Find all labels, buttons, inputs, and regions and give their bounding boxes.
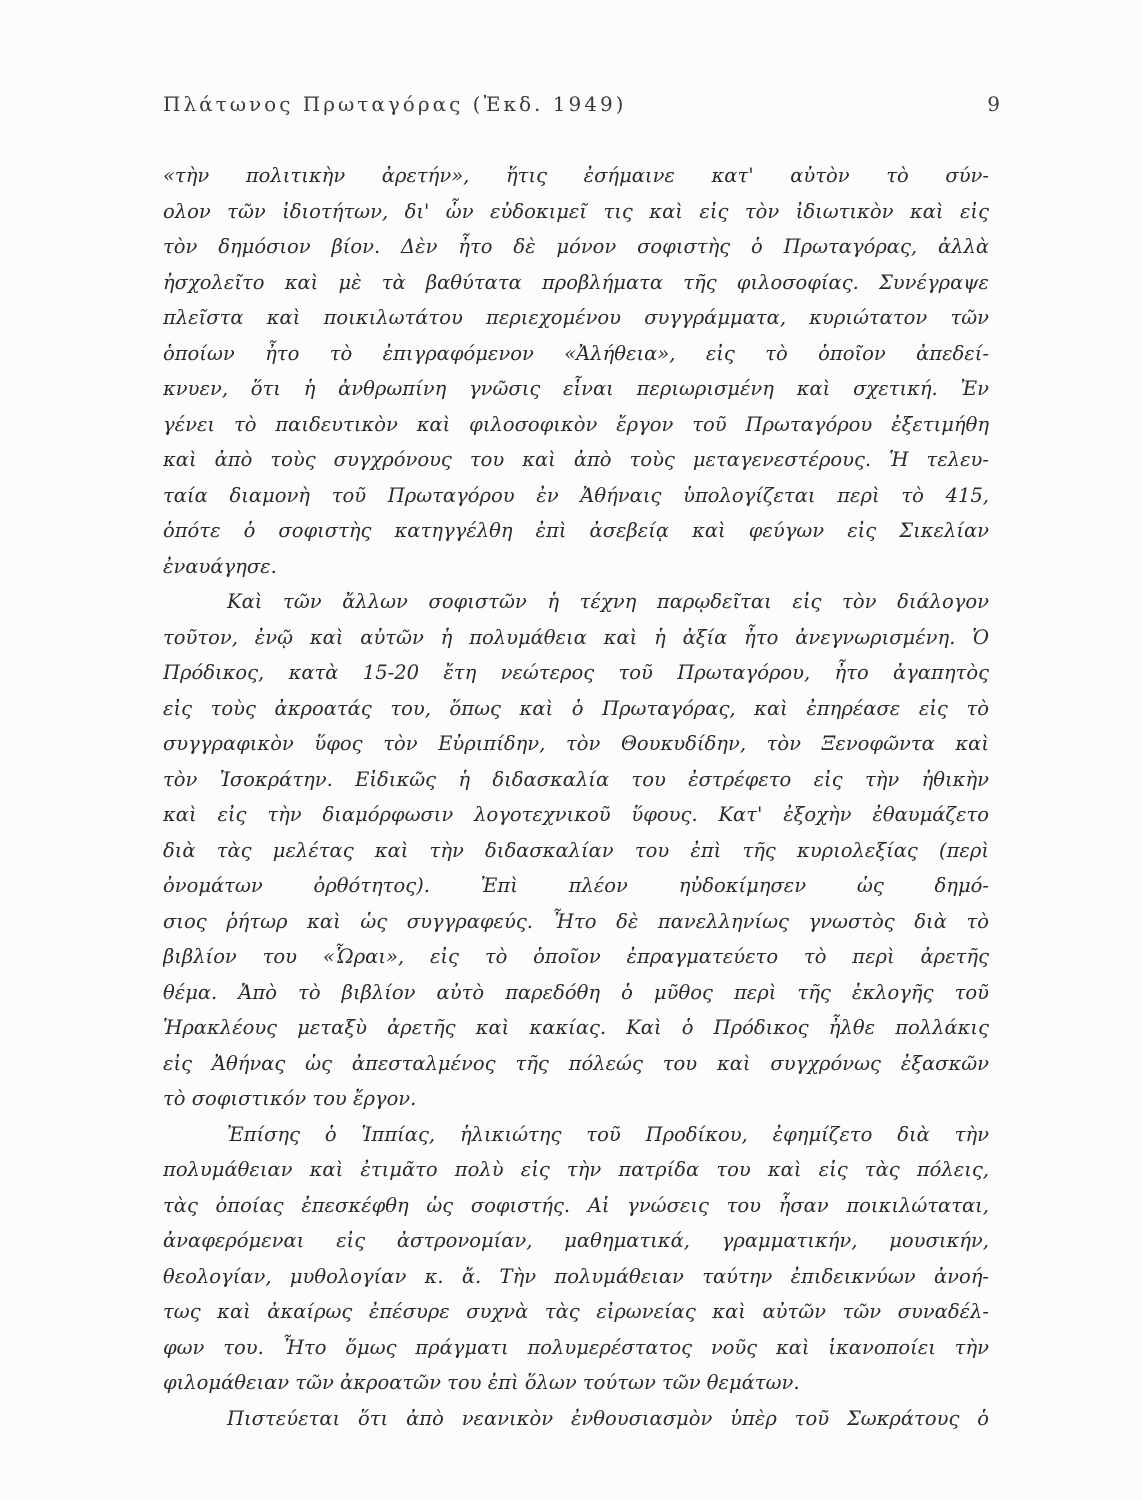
text-line: συγγραφικὸν ὕφος τὸν Εὐριπίδην, τὸν Θουκυδίδην, τὸν Ξενοφῶντα καὶ (163, 732, 989, 755)
text-line: τοῦτον, ἐνῷ καὶ αὐτῶν ἡ πολυμάθεια καὶ ἡ ἀξία ἦτο ἀνεγνωρισμένη. Ὁ (163, 625, 989, 649)
text-line: ὁπότε ὁ σοφιστὴς κατηγγέλθη ἐπὶ ἀσεβείᾳ καὶ φεύγων εἰς Σικελίαν (163, 519, 989, 542)
text-line: διὰ τὰς μελέτας καὶ τὴν διδασκαλίαν του ἐπὶ τῆς κυριολεξίας (περὶ (163, 838, 989, 862)
text-line: ὀνομάτων ὀρθότητος). Ἐπὶ πλέον ηὐδοκίμησεν ὡς δημό- (163, 874, 989, 897)
text-line: ἀναφερόμεναι εἰς ἀστρονομίαν, μαθηματικά, γραμματικήν, μουσικήν, (163, 1229, 989, 1252)
running-head (163, 92, 1000, 122)
text-line: τὸν δημόσιον βίον. Δὲν ἦτο δὲ μόνον σοφιστὴς ὁ Πρωταγόρας, ἀλλὰ (163, 235, 989, 258)
text-line: φων του. Ἦτο ὅμως πράγματι πολυμερέστατος νοῦς καὶ ἱκανοποίει τὴν (163, 1335, 989, 1359)
text-line: σιος ῥήτωρ καὶ ὡς συγγραφεύς. Ἦτο δὲ πανελληνίως γνωστὸς διὰ τὸ (163, 909, 989, 933)
text-line: τὸ σοφιστικόν του ἔργον. (163, 1087, 417, 1110)
text-line: Ἡρακλέους μεταξὺ ἀρετῆς καὶ κακίας. Καὶ ὁ Πρόδικος ἦλθε πολλάκις (163, 1016, 989, 1039)
paragraph-start-line: Καὶ τῶν ἄλλων σοφιστῶν ἡ τέχνη παρῳδεῖται εἰς τὸν διάλογον (227, 590, 989, 613)
text-line: ολον τῶν ἰδιοτήτων, δι' ὧν εὐδοκιμεῖ τις καὶ εἰς τὸν ἰδιωτικὸν καὶ εἰς (163, 199, 989, 223)
text-line: πολυμάθειαν καὶ ἐτιμᾶτο πολὺ εἰς τὴν πατρίδα του καὶ εἰς τὰς πόλεις, (163, 1158, 989, 1181)
text-line: θέμα. Ἀπὸ τὸ βιβλίον αὐτὸ παρεδόθη ὁ μῦθος περὶ τῆς ἐκλογῆς τοῦ (163, 980, 989, 1004)
text-line: «τὴν πολιτικὴν ἀρετήν», ἥτις ἐσήμαινε κατ' αὐτὸν τὸ σύν- (163, 164, 989, 187)
body-text (163, 158, 989, 1436)
running-title: Πλάτωνος Πρωταγόρας (Ἐκδ. 1949) (163, 92, 627, 116)
text-line: θεολογίαν, μυθολογίαν κ. ἄ. Τὴν πολυμάθειαν ταύτην ἐπιδεικνύων ἀνοή- (163, 1264, 989, 1288)
text-line: καὶ εἰς τὴν διαμόρφωσιν λογοτεχνικοῦ ὕφους. Κατ' ἐξοχὴν ἐθαυμάζετο (163, 803, 989, 826)
text-line: εἰς τοὺς ἀκροατάς του, ὅπως καὶ ὁ Πρωταγόρας, καὶ ἐπηρέασε εἰς τὸ (163, 696, 989, 720)
paragraph-start-line: Πιστεύεται ὅτι ἀπὸ νεανικὸν ἐνθουσιασμὸν ὑπὲρ τοῦ Σωκράτους ὁ (227, 1406, 989, 1430)
text-line: ὁποίων ἦτο τὸ ἐπιγραφόμενον «Ἀλήθεια», εἰς τὸ ὁποῖον ἀπεδεί- (163, 341, 989, 365)
paragraph-start-line: Ἐπίσης ὁ Ἱππίας, ἡλικιώτης τοῦ Προδίκου, ἐφημίζετο διὰ τὴν (227, 1122, 989, 1146)
text-line: γένει τὸ παιδευτικὸν καὶ φιλοσοφικὸν ἔργον τοῦ Πρωταγόρου ἐξετιμήθη (163, 412, 989, 436)
text-line: βιβλίον του «Ὧραι», εἰς τὸ ὁποῖον ἐπραγματεύετο τὸ περὶ ἀρετῆς (163, 945, 989, 968)
text-line: κνυεν, ὅτι ἡ ἀνθρωπίνη γνῶσις εἶναι περιωρισμένη καὶ σχετική. Ἐν (163, 377, 989, 400)
text-line: ἐναυάγησε. (163, 554, 277, 578)
text-line: ἠσχολεῖτο καὶ μὲ τὰ βαθύτατα προβλήματα τῆς φιλοσοφίας. Συνέγραψε (163, 270, 989, 294)
text-line: καὶ ἀπὸ τοὺς συγχρόνους του καὶ ἀπὸ τοὺς μεταγενεστέρους. Ἡ τελευ- (163, 448, 989, 471)
text-line: εἰς Ἀθήνας ὡς ἀπεσταλμένος τῆς πόλεώς του καὶ συγχρόνως ἐξασκῶν (163, 1051, 989, 1075)
page-number: 9 (987, 92, 1000, 116)
text-line: Πρόδικος, κατὰ 15-20 ἔτη νεώτερος τοῦ Πρωταγόρου, ἦτο ἀγαπητὸς (163, 661, 989, 684)
text-line: πλεῖστα καὶ ποικιλωτάτου περιεχομένου συγγράμματα, κυριώτατον τῶν (163, 306, 989, 329)
text-line: τὰς ὁποίας ἐπεσκέφθη ὡς σοφιστής. Αἱ γνώσεις του ἦσαν ποικιλώταται, (163, 1193, 989, 1217)
text-line: ταία διαμονὴ τοῦ Πρωταγόρου ἐν Ἀθήναις ὑπολογίζεται περὶ τὸ 415, (163, 483, 989, 507)
text-line: τως καὶ ἀκαίρως ἐπέσυρε συχνὰ τὰς εἰρωνείας καὶ αὐτῶν τῶν συναδέλ- (163, 1300, 989, 1323)
text-line: φιλομάθειαν τῶν ἀκροατῶν του ἐπὶ ὅλων τούτων τῶν θεμάτων. (163, 1371, 800, 1394)
text-line: τὸν Ἰσοκράτην. Εἰδικῶς ἡ διδασκαλία του ἐστρέφετο εἰς τὴν ἠθικὴν (163, 767, 989, 791)
